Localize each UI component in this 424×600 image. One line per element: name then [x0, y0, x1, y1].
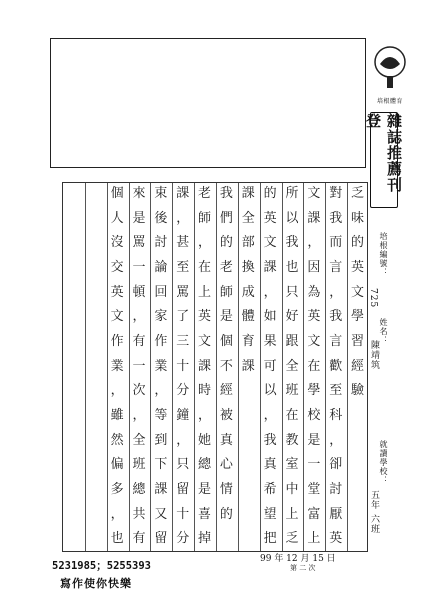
- grid-character: 乏: [351, 186, 365, 201]
- grid-character: 是: [198, 482, 212, 497]
- grid-character: 為: [307, 284, 321, 300]
- grid-character: 有: [132, 334, 146, 349]
- grid-character: 室: [285, 457, 299, 473]
- grid-character: 全: [241, 210, 255, 226]
- grid-character: 論: [154, 260, 168, 275]
- grid-character: 留: [176, 482, 190, 497]
- grid-character: 至: [176, 260, 190, 275]
- grid-character: 家: [154, 309, 168, 325]
- grid-character: 厭: [329, 506, 343, 522]
- grid-character: 經: [219, 383, 233, 399]
- grid-character: 對: [329, 186, 343, 201]
- grid-character: 卻: [329, 457, 343, 473]
- grid-character: 換: [241, 260, 255, 275]
- grid-character: 不: [219, 358, 233, 374]
- grid-character: 全: [285, 358, 299, 374]
- grid-character: ，: [307, 235, 321, 251]
- grid-character: 回: [154, 284, 168, 300]
- grid-character: 分: [176, 531, 190, 547]
- student-name-label: 姓名：: [379, 318, 388, 345]
- grid-character: 部: [241, 235, 255, 251]
- grid-character: 體: [241, 309, 255, 325]
- grid-character: 作: [110, 334, 124, 349]
- grid-character: 我: [219, 186, 233, 201]
- grid-character: 十: [176, 358, 190, 374]
- grid-character: 又: [154, 506, 168, 522]
- grid-column-line: [85, 183, 86, 551]
- grid-character: 文: [307, 186, 321, 201]
- grid-character: 課: [241, 186, 255, 201]
- grid-character: 英: [351, 260, 365, 275]
- grid-character: 等: [154, 408, 168, 423]
- grid-character: 老: [198, 186, 212, 201]
- grid-character: 師: [219, 284, 233, 300]
- grid-character: 以: [263, 383, 277, 399]
- grid-character: 所: [285, 186, 299, 201]
- grid-character: ，: [176, 210, 190, 226]
- grid-character: 作: [154, 334, 168, 349]
- grid-character: 掉: [198, 531, 212, 547]
- grid-character: 真: [263, 457, 277, 473]
- grid-character: 一: [132, 260, 146, 275]
- grid-character: 是: [132, 210, 146, 226]
- grid-character: 在: [285, 408, 299, 423]
- grid-character: 討: [329, 482, 343, 497]
- grid-character: 留: [154, 531, 168, 547]
- grid-character: 成: [241, 284, 255, 300]
- grid-character: 望: [263, 506, 277, 522]
- grid-character: 討: [154, 235, 168, 251]
- submission-date: 99 年 12 月 15 日: [260, 554, 336, 564]
- grid-character: 真: [219, 432, 233, 448]
- grid-character: 十: [176, 506, 190, 522]
- grid-character: 堂: [307, 482, 321, 497]
- grid-character: 後: [154, 210, 168, 226]
- contact-phone: 5231985；5255393: [52, 560, 152, 572]
- grid-character: 課: [198, 358, 212, 374]
- grid-character: 班: [132, 457, 146, 473]
- grid-character: 文: [307, 334, 321, 349]
- stamp-title: 雜誌推薦刊登: [364, 113, 403, 193]
- recommendation-stamp: [364, 112, 403, 208]
- grid-character: 業: [110, 358, 124, 374]
- grid-character: 的: [263, 186, 277, 201]
- grid-character: 課: [241, 358, 255, 374]
- grid-character: 沒: [110, 235, 124, 251]
- grid-character: 心: [219, 457, 233, 473]
- grid-character: ，: [154, 383, 168, 399]
- grid-character: 至: [329, 383, 343, 399]
- school-value: 五年 六班: [369, 490, 379, 534]
- grid-character: 個: [219, 334, 233, 349]
- grid-character: 校: [307, 408, 321, 423]
- grid-character: 來: [132, 186, 146, 201]
- student-name-value: 陳靖筑: [369, 340, 379, 370]
- grid-character: 因: [307, 260, 321, 275]
- grid-character: 上: [285, 506, 299, 522]
- grid-character: 分: [176, 383, 190, 399]
- grid-character: 以: [285, 210, 299, 226]
- grid-character: 一: [132, 358, 146, 374]
- grid-character: 味: [351, 210, 365, 226]
- grid-character: 英: [198, 309, 212, 325]
- grid-character: 甚: [176, 235, 190, 251]
- grid-character: ，: [263, 408, 277, 423]
- grid-character: ，: [132, 309, 146, 325]
- grid-character: 中: [285, 482, 299, 497]
- grid-character: 課: [154, 482, 168, 497]
- grid-character: ，: [176, 432, 190, 448]
- grid-character: 文: [263, 235, 277, 251]
- grid-character: 偏: [110, 457, 124, 473]
- grid-character: 總: [132, 482, 146, 497]
- grid-character: 果: [263, 334, 277, 349]
- grid-character: 她: [198, 432, 212, 448]
- grid-character: 一: [307, 457, 321, 473]
- grid-character: 在: [307, 358, 321, 374]
- grid-character: 只: [176, 457, 190, 473]
- grid-character: 了: [176, 309, 190, 325]
- grid-character: 跟: [285, 334, 299, 349]
- grid-character: ，: [263, 284, 277, 300]
- grid-character: 的: [219, 235, 233, 251]
- grid-character: ，: [329, 432, 343, 448]
- grid-character: 也: [110, 531, 124, 547]
- grid-character: 英: [329, 531, 343, 547]
- grid-character: 我: [329, 309, 343, 325]
- grid-character: 共: [132, 506, 146, 522]
- grid-character: 到: [154, 432, 168, 448]
- grid-character: 富: [307, 506, 321, 522]
- grid-character: 下: [154, 457, 168, 473]
- grid-character: 文: [110, 309, 124, 325]
- grid-character: 的: [219, 506, 233, 522]
- grid-character: 言: [329, 260, 343, 275]
- grid-character: ，: [132, 408, 146, 423]
- grid-character: 有: [132, 531, 146, 547]
- grid-character: 如: [263, 309, 277, 325]
- grid-character: 我: [329, 210, 343, 226]
- grid-character: 歡: [329, 358, 343, 374]
- grid-character: 總: [198, 457, 212, 473]
- grid-character: 好: [285, 309, 299, 325]
- comment-box: [50, 38, 366, 168]
- grid-character: 也: [285, 260, 299, 275]
- grid-character: 三: [176, 334, 190, 349]
- grid-character: 束: [154, 186, 168, 201]
- grid-character: 業: [154, 358, 168, 374]
- writing-grid: [62, 182, 368, 552]
- slogan: 寫作使你快樂: [60, 577, 132, 590]
- grid-character: 情: [219, 482, 233, 497]
- grid-character: 可: [263, 358, 277, 374]
- grid-character: 只: [285, 284, 299, 300]
- grid-character: 課: [176, 186, 190, 201]
- grid-character: 文: [198, 334, 212, 349]
- grid-character: 育: [241, 334, 255, 349]
- grid-character: 個: [110, 186, 124, 201]
- grid-character: 時: [198, 383, 212, 399]
- grid-character: 我: [263, 432, 277, 448]
- grid-character: 課: [307, 210, 321, 226]
- teacher-id-label: 培根編號：: [379, 232, 388, 277]
- grid-character: 全: [132, 432, 146, 448]
- grid-character: 的: [351, 235, 365, 251]
- grid-character: 雖: [110, 408, 124, 423]
- grid-character: ，: [198, 408, 212, 423]
- grid-character: 罵: [132, 235, 146, 251]
- grid-character: 英: [263, 210, 277, 226]
- grid-character: 是: [219, 309, 233, 325]
- grid-character: 習: [351, 334, 365, 349]
- grid-character: ，: [110, 506, 124, 522]
- grid-character: 師: [198, 210, 212, 226]
- grid-character: 交: [110, 260, 124, 275]
- grid-character: ，: [110, 383, 124, 399]
- grid-character: 學: [351, 309, 365, 325]
- grid-character: 們: [219, 210, 233, 226]
- grid-character: 然: [110, 432, 124, 448]
- grid-character: 我: [285, 235, 299, 251]
- teacher-id-value: 725: [368, 288, 378, 309]
- grid-character: 英: [307, 309, 321, 325]
- grid-character: 上: [307, 531, 321, 547]
- grid-character: 鐘: [176, 408, 190, 423]
- grid-character: 科: [329, 408, 343, 423]
- grid-character: 被: [219, 408, 233, 423]
- grid-character: 多: [110, 482, 124, 497]
- grid-character: 在: [198, 260, 212, 275]
- grid-character: 希: [263, 482, 277, 497]
- grid-character: 次: [132, 383, 146, 399]
- grid-character: 英: [110, 284, 124, 300]
- school-label: 就讀學校：: [379, 440, 388, 485]
- grid-character: 經: [351, 358, 365, 374]
- grid-character: 老: [219, 260, 233, 275]
- grid-character: ，: [329, 284, 343, 300]
- grid-character: 上: [198, 284, 212, 300]
- submission-count: 第 二 次: [290, 564, 316, 572]
- grid-character: 是: [307, 432, 321, 448]
- grid-character: 學: [307, 383, 321, 399]
- grid-character: 教: [285, 432, 299, 448]
- grid-character: 罵: [176, 284, 190, 300]
- grid-character: 乏: [285, 531, 299, 547]
- grid-character: 驗: [351, 383, 365, 399]
- grid-character: 把: [263, 531, 277, 547]
- logo-caption: 培根體育: [376, 98, 403, 105]
- grid-character: 喜: [198, 506, 212, 522]
- grid-character: 頓: [132, 284, 146, 300]
- grid-character: 文: [351, 284, 365, 300]
- grid-character: 而: [329, 235, 343, 251]
- grid-character: 班: [285, 383, 299, 399]
- bacon-logo: [370, 42, 410, 100]
- grid-character: ，: [198, 235, 212, 251]
- grid-character: 課: [263, 260, 277, 275]
- grid-character: 言: [329, 334, 343, 349]
- grid-character: 人: [110, 210, 124, 226]
